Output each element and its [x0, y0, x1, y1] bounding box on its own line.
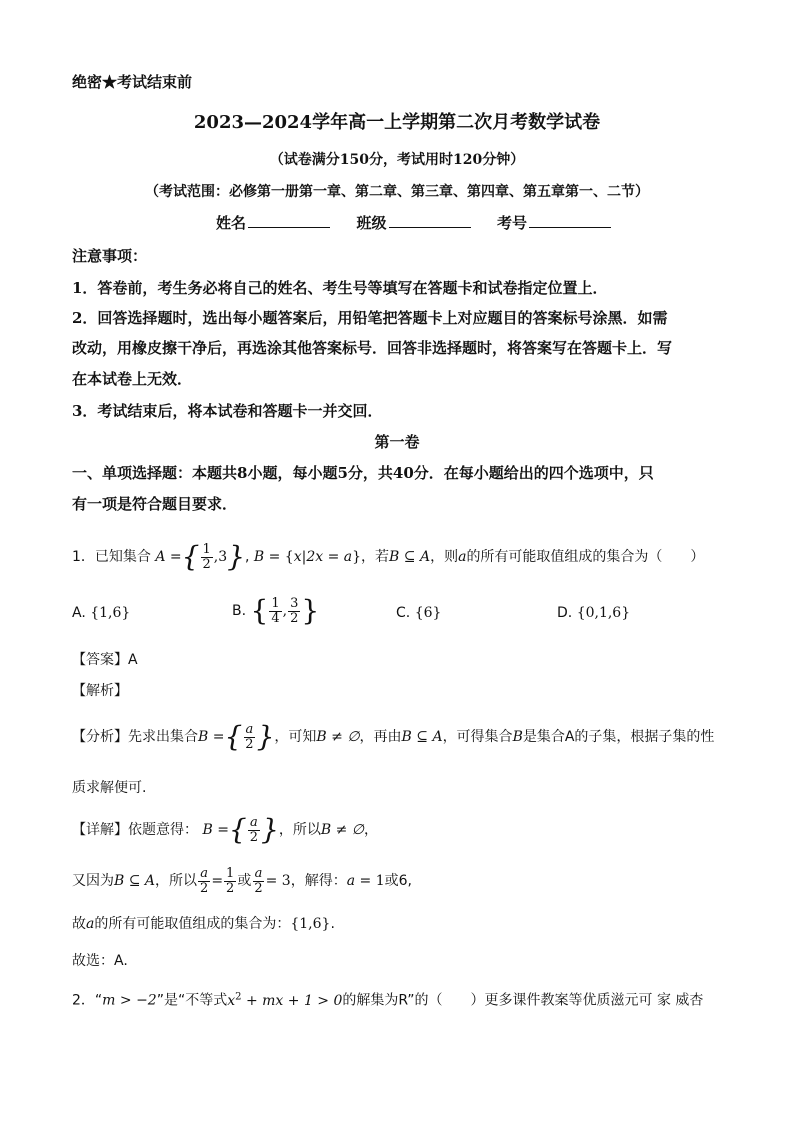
exam-no-blank[interactable]: [529, 213, 611, 228]
q1-xiangjie: 【详解】依题意得： B ={ $\frac{a}{2}$ }，所以B ≠ ∅，: [72, 813, 378, 846]
name-blank[interactable]: [248, 213, 330, 228]
q1-option-a[interactable]: A. {1,6}: [72, 605, 131, 621]
q1-answer: 【答案】A: [72, 652, 138, 668]
watermark-text: 更多课件教案等优质滋元可 家 威杏: [484, 992, 704, 1009]
q1-option-d-value: {0,1,6}: [576, 605, 631, 621]
q1-option-c-value: {6}: [414, 605, 442, 621]
exam-subtitle: （试卷满分150分，考试用时120分钟）: [269, 152, 525, 168]
q1-solution-line-2: 又因为B ⊆ A，所以 $\frac{a}{2}$ = $\frac{1}{2}$ 或 $\frac{a}{2}$ = 3，解得：a = 1或6,: [72, 865, 412, 896]
q1-solution-line-3: 故a的所有可能取值组成的集合为：{1,6}.: [72, 916, 335, 932]
part-heading: 第一卷: [374, 433, 420, 451]
q1-prefix: 1．已知集合: [72, 549, 151, 565]
exam-title: 2023—2024学年高一上学期第二次月考数学试卷: [193, 112, 601, 133]
q1-ask-text: ，则: [430, 549, 459, 565]
notes-heading: 注意事项：: [72, 247, 148, 265]
student-info-row: [216, 213, 613, 233]
section-heading-line-1: 一、单项选择题：本题共8小题，每小题5分，共40分．在每小题给出的四个选项中，只: [72, 464, 654, 482]
note-1: 1．答卷前，考生务必将自己的姓名、考生号等填写在答题卡和试卷指定位置上．: [72, 279, 608, 297]
q1-subset: B ⊆ A: [389, 549, 431, 565]
q1-ask-tail: 的所有可能取值组成的集合为（ ）: [466, 549, 705, 565]
class-blank[interactable]: [389, 213, 471, 228]
q1-cond-text: ，若: [361, 549, 390, 565]
q1-set-b: B = {x|2x = a}: [253, 549, 362, 565]
note-2-line-1: 2．回答选择题时，选出每小题答案后，用铅笔把答题卡上对应题目的答案标号涂黑．如需: [72, 309, 668, 327]
exam-scope: （考试范围：必修第一册第一章、第二章、第三章、第四章、第五章第一、二节）: [145, 184, 649, 200]
note-2-line-2: 改动，用橡皮擦干净后，再选涂其他答案标号．回答非选择题时，将答案写在答题卡上．写: [72, 339, 673, 357]
q1-fenxi-tail: 质求解便可.: [72, 780, 147, 796]
q1-option-a-value: {1,6}: [90, 605, 131, 621]
exam-no-label: 考号: [496, 214, 527, 232]
q1-analysis-label: 【解析】: [72, 683, 128, 699]
q1-option-c[interactable]: C. {6}: [396, 605, 442, 621]
q1-fenxi: 【分析】先求出集合B ={ $\frac{a}{2}$ }，可知B ≠ ∅，再由B ⊆ A，可得集合B是集合A的子集，根据子集的性: [72, 720, 715, 753]
note-3: 3．考试结束后，将本试卷和答题卡一并交回．: [72, 402, 383, 420]
q1-stem: 1．已知集合 A ={ $\frac{1}{2}$ ,3}, B = {x|2x = a}，若B ⊆ A，则a的所有可能取值组成的集合为（ ）: [72, 540, 705, 573]
secret-label: 绝密★考试结束前: [72, 73, 193, 91]
q1-option-b[interactable]: B. { $\frac{1}{4}$ , $\frac{3}{2}$ }: [232, 594, 320, 627]
q2-stem: 2．“m > −2”是“不等式$x^2$ + mx + 1 > 0的解集为R”的（ ）更多课件教案等优质滋元可 家 威杏: [72, 991, 704, 1009]
name-label: 姓名: [216, 214, 247, 232]
q1-set-a: A ={ $\frac{1}{2}$ ,3}: [155, 540, 245, 573]
q1-var-a: a: [458, 549, 467, 565]
q1-option-d[interactable]: D. {0,1,6}: [557, 605, 631, 621]
note-2-line-3: 在本试卷上无效．: [72, 370, 193, 388]
class-label: 班级: [356, 214, 387, 232]
section-heading-line-2: 有一项是符合题目要求．: [72, 495, 238, 513]
q1-choice: 故选：A.: [72, 953, 128, 969]
q1-option-b-value: { $\frac{1}{4}$ , $\frac{3}{2}$ }: [250, 594, 320, 627]
